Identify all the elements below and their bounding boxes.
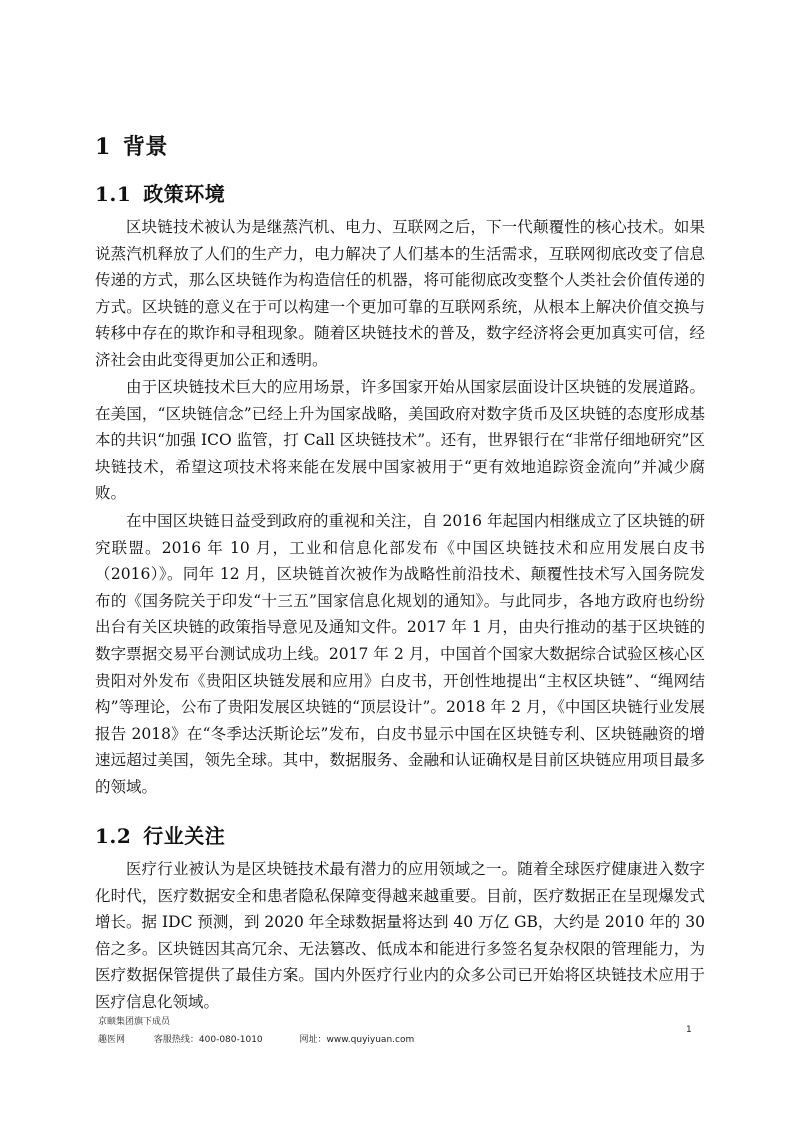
paragraph: 区块链技术被认为是继蒸汽机、电力、互联网之后，下一代颠覆性的核心技术。如果说蒸汽机释放了人们的生产力，电力解决了人们基本的生活需求，互联网彻底改变了信息传递的方式，那么区块链作为构造信任的机器，将可能彻底改变整个人类社会价值传递的方式。区块链的意义在于可以构建一个更加可靠的互联网系统，从根本上解决价值交换与转移中存在的欺诈和寻租现象。随着区块链技术的普及，数字经济将会更加真实可信，经济社会由此变得更加公正和透明。 — [95, 218, 705, 369]
chapter-heading — [95, 130, 168, 161]
section-number: 1.1 — [95, 182, 132, 206]
section-title: 行业关注 — [143, 824, 226, 848]
section-heading-industry — [95, 820, 225, 849]
footer-website: 网址：www.quyiyuan.com — [299, 1035, 415, 1045]
section-title: 政策环境 — [143, 182, 226, 206]
page-number: 1 — [686, 1025, 692, 1035]
section-number: 1.2 — [95, 824, 132, 848]
footer-brand: 趣医网 — [98, 1035, 126, 1045]
footer-contact-line — [98, 1032, 414, 1045]
chapter-title: 背景 — [122, 134, 168, 160]
footer-company: 京颐集团旗下成员 — [98, 1017, 171, 1027]
paragraph: 由于区块链技术巨大的应用场景，许多国家开始从国家层面设计区块链的发展道路。在美国，“区块链信念”已经上升为国家战略，美国政府对数字货币及区块链的态度形成基本的共识“加强 ICO 监管，打 Call 区块链技术”。还有，世界银行在“非常仔细地研究”区块链技术，希望这项技术将来能在发展中国家被用于“更有效地追踪资金流向”并减少腐败。 — [95, 378, 705, 503]
chapter-number: 1 — [95, 134, 111, 160]
paragraph: 在中国区块链日益受到政府的重视和关注，自 2016 年起国内相继成立了区块链的研究联盟。2016 年 10 月，工业和信息化部发布《中国区块链技术和应用发展白皮书（2016）》。同年 12 月，区块链首次被作为战略性前沿技术、颠覆性技术写入国务院发布的《国务院关于印发“十三五”国家信息化规划的通知》。与此同步，各地方政府也纷纷出台有关区块链的政策指导意见及通知文件。2017 年 1 月，由央行推动的基于区块链的数字票据交易平台测试成功上线。2017 年 2 月，中国首个国家大数据综合试验区核心区贵阳对外发布《贵阳区块链发展和应用》白皮书，开创性地提出“主权区块链”、“绳网结构”等理论，公布了贵阳发展区块链的“顶层设计”。2018 年 2 月，《中国区块链行业发展报告 2018》在“冬季达沃斯论坛”发布，白皮书显示中国在区块链专利、区块链融资的增速远超过美国，领先全球。其中，数据服务、金融和认证确权是目前区块链应用项目最多的领域。 — [95, 512, 705, 796]
footer-hotline: 客服热线：400-080-1010 — [153, 1035, 263, 1045]
section-heading-policy — [95, 178, 225, 207]
paragraph: 医疗行业被认为是区块链技术最有潜力的应用领域之一。随着全球医疗健康进入数字化时代，医疗数据安全和患者隐私保障变得越来越重要。目前，医疗数据正在呈现爆发式增长。据 IDC 预测，到 2020 年全球数据量将达到 40 万亿 GB，大约是 2010 年的 30 倍之多。区块链因其高冗余、无法篡改、低成本和能进行多签名复杂权限的管理能力，为医疗数据保管提供了最佳方案。国内外医疗行业内的众多公司已开始将区块链技术应用于医疗信息化领域。 — [95, 860, 705, 1011]
